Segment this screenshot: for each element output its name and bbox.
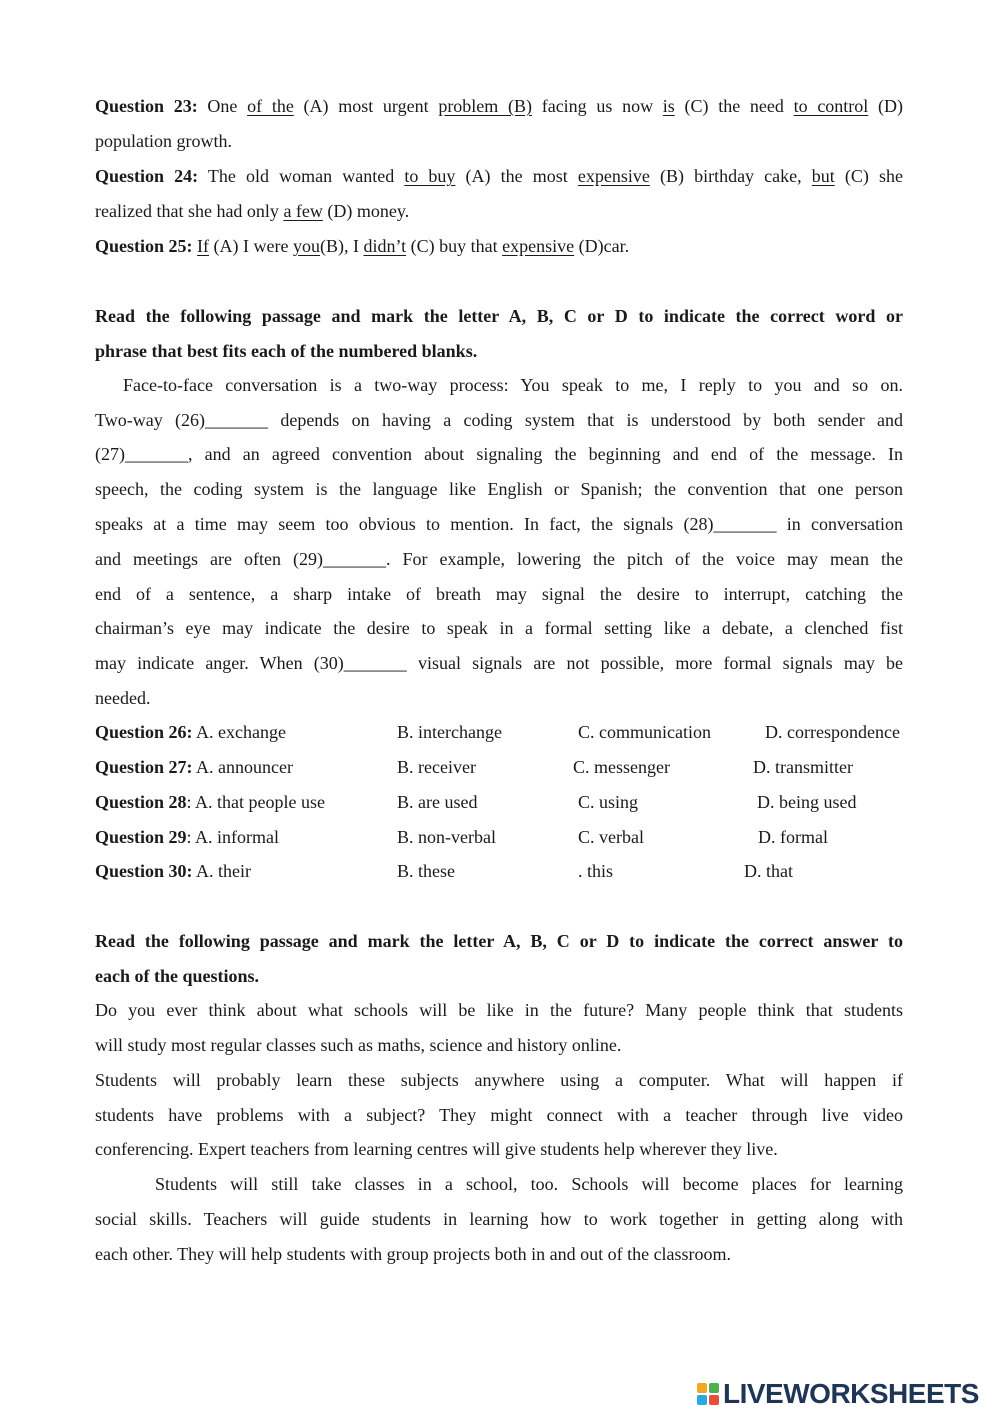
question-27-option-a: Question 27: A. announcer — [95, 757, 293, 777]
passage-1-line-10: needed. — [95, 688, 151, 708]
passage-2-line-4: students have problems with a subject? They might connect with a teacher through live video — [95, 1105, 903, 1125]
passage-1-line-8: chairman’s eye may indicate the desire to speak in a formal setting like a debate, a clenched fist — [95, 618, 903, 638]
passage-2-line-2: will study most regular classes such as maths, science and history online. — [95, 1035, 622, 1055]
section-2-instruction-2: phrase that best fits each of the numbered blanks. — [95, 341, 478, 361]
question-24-line-2: realized that she had only a few (D) money. — [95, 201, 410, 221]
question-28-label: Question 28 — [95, 792, 187, 812]
question-30-option-c: . this — [578, 861, 614, 881]
question-29-option-c: C. verbal — [578, 827, 644, 847]
question-28-option-b: B. are used — [397, 792, 478, 812]
section-2-instruction-1: Read the following passage and mark the letter A, B, C or D to indicate the correct word or — [95, 306, 903, 326]
question-23-label: Question 23: — [95, 96, 198, 116]
question-27-option-c: C. messenger — [573, 757, 670, 777]
question-23-line-1: Question 23: One of the (A) most urgent problem (B) facing us now is (C) the need to control (D) — [95, 96, 903, 116]
liveworksheets-logo-text: LIVEWORKSHEETS — [723, 1378, 979, 1409]
passage-2-line-1: Do you ever think about what schools will be like in the future? Many people think that students — [95, 1000, 903, 1020]
passage-1-line-5: speaks at a time may seem too obvious to mention. In fact, the signals (28)_______ in conversation — [95, 514, 903, 534]
passage-2-line-6: Students will still take classes in a school, too. Schools will become places for learning — [155, 1174, 903, 1194]
question-24-label: Question 24: — [95, 166, 199, 186]
question-29-option-d: D. formal — [758, 827, 828, 847]
question-24-line-1: Question 24: The old woman wanted to buy (A) the most expensive (B) birthday cake, but (C) she — [95, 166, 903, 186]
question-30-option-d: D. that — [744, 861, 793, 881]
passage-1-line-4: speech, the coding system is the language like English or Spanish; the convention that one person — [95, 479, 903, 499]
question-29-option-a: Question 29: A. informal — [95, 827, 280, 847]
logo-square-4 — [709, 1395, 719, 1405]
passage-1-line-6: and meetings are often (29)_______. For example, lowering the pitch of the voice may mean the — [95, 549, 903, 569]
question-23-line-2: population growth. — [95, 131, 232, 151]
passage-2-line-8: each other. They will help students with group projects both in and out of the classroom. — [95, 1244, 732, 1264]
question-29-option-b: B. non-verbal — [397, 827, 496, 847]
logo-square-1 — [697, 1383, 707, 1393]
question-30-label: Question 30: — [95, 861, 193, 881]
section-3-instruction-2: each of the questions. — [95, 966, 260, 986]
question-28-option-c: C. using — [578, 792, 639, 812]
question-26-option-c: C. communication — [578, 722, 711, 742]
passage-1-line-3: (27)_______, and an agreed convention about signaling the beginning and end of the message. In — [95, 444, 903, 464]
passage-1-line-1: Face-to-face conversation is a two-way process: You speak to me, I reply to you and so on. — [123, 375, 903, 395]
logo-square-3 — [697, 1395, 707, 1405]
passage-2-line-7: social skills. Teachers will guide students in learning how to work together in getting along with — [95, 1209, 903, 1229]
question-26-option-b: B. interchange — [397, 722, 502, 742]
liveworksheets-logo — [697, 1378, 979, 1410]
passage-1-line-9: may indicate anger. When (30)_______ visual signals are not possible, more formal signals may be — [95, 653, 903, 673]
question-26-option-a: Question 26: A. exchange — [95, 722, 286, 742]
question-30-option-a: Question 30: A. their — [95, 861, 252, 881]
passage-2-line-3: Students will probably learn these subjects anywhere using a computer. What will happen if — [95, 1070, 903, 1090]
question-27-option-b: B. receiver — [397, 757, 476, 777]
question-26-option-d: D. correspondence — [765, 722, 900, 742]
liveworksheets-logo-icon — [697, 1383, 719, 1405]
question-28-option-a: Question 28: A. that people use — [95, 792, 325, 812]
question-29-label: Question 29 — [95, 827, 187, 847]
question-27-label: Question 27: — [95, 757, 193, 777]
logo-square-2 — [709, 1383, 719, 1393]
section-3-instruction-1: Read the following passage and mark the letter A, B, C or D to indicate the correct answer to — [95, 931, 903, 951]
question-27-option-d: D. transmitter — [753, 757, 853, 777]
passage-1-line-7: end of a sentence, a sharp intake of breath may signal the desire to interrupt, catching the — [95, 584, 903, 604]
question-25-label: Question 25: — [95, 236, 193, 256]
question-25-line: Question 25: If (A) I were you(B), I didn’t (C) buy that expensive (D)car. — [95, 236, 630, 256]
question-28-option-d: D. being used — [757, 792, 857, 812]
passage-1-line-2: Two-way (26)_______ depends on having a coding system that is understood by both sender and — [95, 410, 903, 430]
passage-2-line-5: conferencing. Expert teachers from learning centres will give students help wherever they live. — [95, 1139, 778, 1159]
question-30-option-b: B. these — [397, 861, 455, 881]
question-26-label: Question 26: — [95, 722, 193, 742]
